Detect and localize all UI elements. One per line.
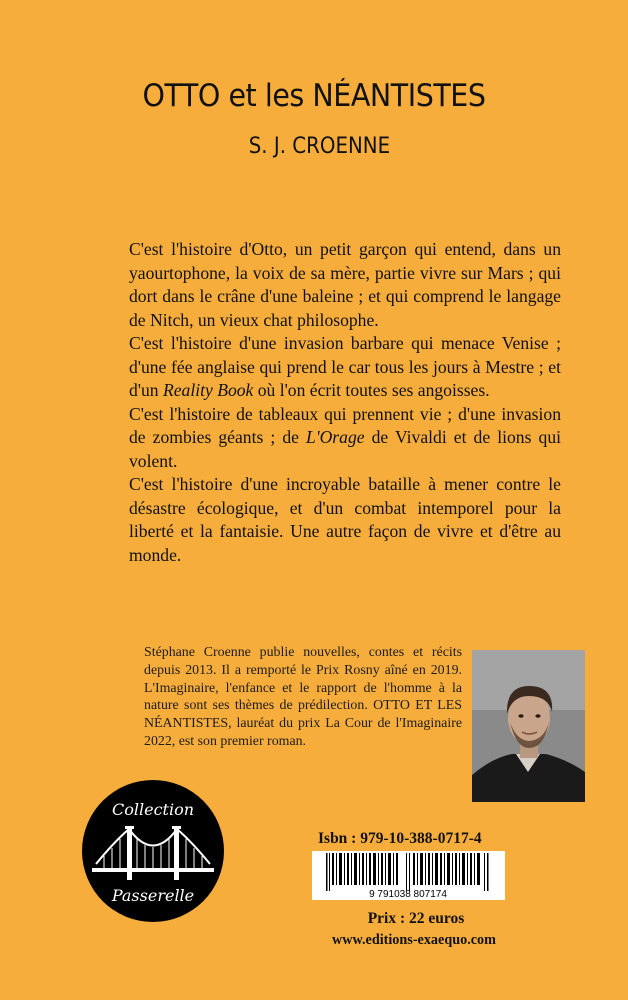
blurb-paragraph-3 bbox=[129, 403, 561, 474]
blurb-paragraph-1: C'est l'histoire d'Otto, un petit garçon qui entend, dans un yaourtophone, la voix de sa mère, partie vivre sur Mars ; qui dort dans le crâne d'une baleine ; et qui comprend le langage de Nitch, un vieux chat philosophe. bbox=[129, 239, 561, 330]
price-label: Prix : 22 euros bbox=[367, 910, 465, 927]
blurb-paragraph-4: C'est l'histoire d'une incroyable bataille à mener contre le désastre écologique, et d'un combat intemporel pour la liberté et la fantaisie. Une autre façon de vivre et d'être au monde. bbox=[129, 474, 561, 565]
blurb-text: C'est l'histoire de tableaux qui prennent vie ; d'une invasion de zombies géants ; de bbox=[129, 403, 561, 447]
blurb-text: où l'on écrit toutes ses angoisses. bbox=[253, 380, 490, 400]
barcode bbox=[312, 851, 505, 900]
author-portrait-icon bbox=[472, 650, 585, 802]
barcode-icon bbox=[312, 851, 505, 900]
collection-name: Passerelle bbox=[111, 886, 195, 905]
blurb-italic-title: L'Orage bbox=[306, 427, 365, 447]
blurb-paragraph-2 bbox=[129, 332, 561, 403]
blurb-italic-title: Reality Book bbox=[162, 380, 254, 400]
book-title: OTTO et les NÉANTISTES bbox=[142, 78, 486, 114]
blurb-text: de Vivaldi et de lions qui volent. bbox=[129, 427, 561, 471]
isbn-label: Isbn : 979-10-388-0717-4 bbox=[318, 830, 482, 847]
publisher-website: www.editions-exaequo.com bbox=[332, 932, 496, 948]
author-photo bbox=[472, 650, 585, 802]
author-bio: Stéphane Croenne publie nouvelles, contes et récits depuis 2013. Il a remporté le Prix Rosny aîné en 2019. L'Imaginaire, l'enfance et le rapport de l'homme à la nature sont ses thèmes de prédilection. OTTO ET LES NÉANTISTES, lauréat du prix La Cour de l'Imaginaire 2022, est son premier roman. bbox=[144, 645, 462, 749]
barcode-digits: 9 791038 807174 bbox=[369, 889, 447, 900]
collection-logo bbox=[82, 780, 224, 922]
collection-label: Collection bbox=[111, 800, 195, 819]
blurb-text: C'est l'histoire d'une invasion barbare qui menace Venise ; d'une fée anglaise qui prend le car tous les jours à Mestre ; et d'un bbox=[129, 333, 561, 400]
back-cover-blurb bbox=[129, 238, 561, 567]
book-author: S. J. CROENNE bbox=[248, 134, 391, 159]
